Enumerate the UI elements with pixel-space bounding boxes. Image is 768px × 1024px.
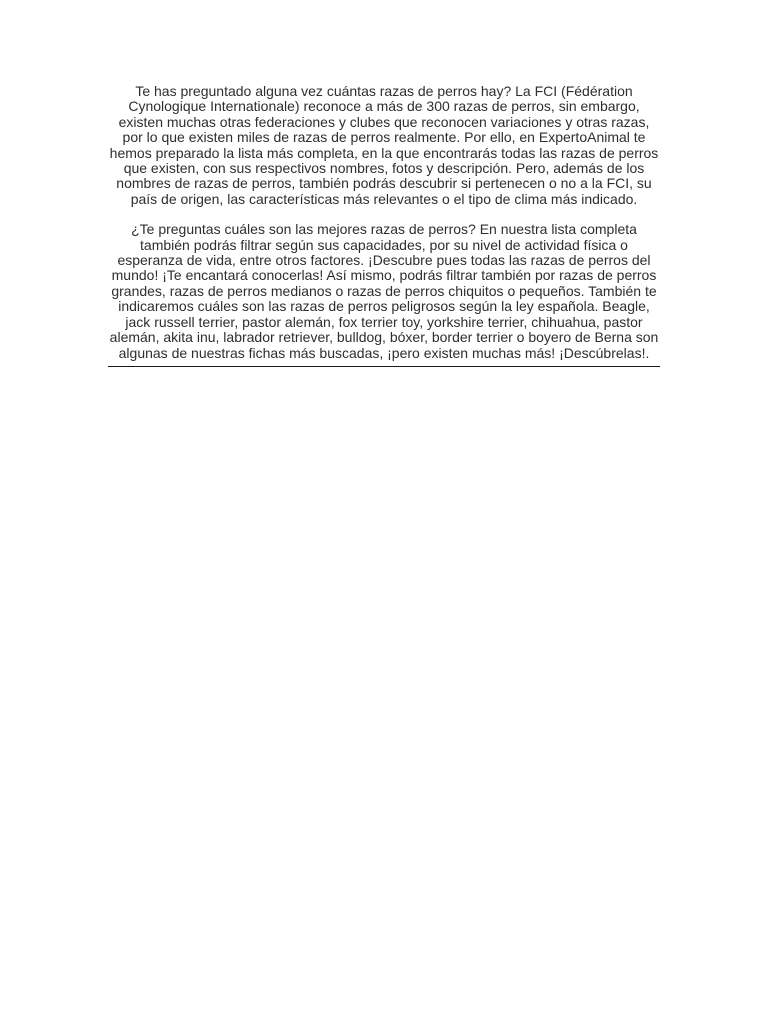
intro-paragraph: Te has preguntado alguna vez cuántas razas de perros hay? La FCI (Fédération Cynologique Internationale) reconoce a más de 300 razas de perros, sin embargo, existen muchas otras federaciones y clubes que reconocen variaciones y otras razas, por lo que existen miles de razas de perros realmente. Por ello, en ExpertoAnimal te hemos preparado la lista más completa, en la que encontrarás todas las razas de perros que existen, con sus respectivos nombres, fotos y descripción. Pero, además de los nombres de razas de perros, también podrás descubrir si pertenecen o no a la FCI, su país de origen, las características más relevantes o el tipo de clima más indicado.	[109, 83, 659, 207]
document-body	[108, 84, 660, 367]
horizontal-divider	[108, 366, 660, 367]
second-paragraph: ¿Te preguntas cuáles son las mejores razas de perros? En nuestra lista completa también podrás filtrar según sus capacidades, por su nivel de actividad física o esperanza de vida, entre otros factores. ¡Descubre pues todas las razas de perros del mundo! ¡Te encantará conocerlas! Así mismo, podrás filtrar también por razas de perros grandes, razas de perros medianos o razas de perros chiquitos o pequeños. También te indicaremos cuáles son las razas de perros peligrosos según la ley española. Beagle, jack russell terrier, pastor alemán, fox terrier toy, yorkshire terrier, chihuahua, pastor alemán, akita inu, labrador retriever, bulldog, bóxer, border terrier o boyero de Berna son algunas de nuestras fichas más buscadas, ¡pero existen muchas más! ¡Descúbrelas!.	[109, 221, 659, 361]
